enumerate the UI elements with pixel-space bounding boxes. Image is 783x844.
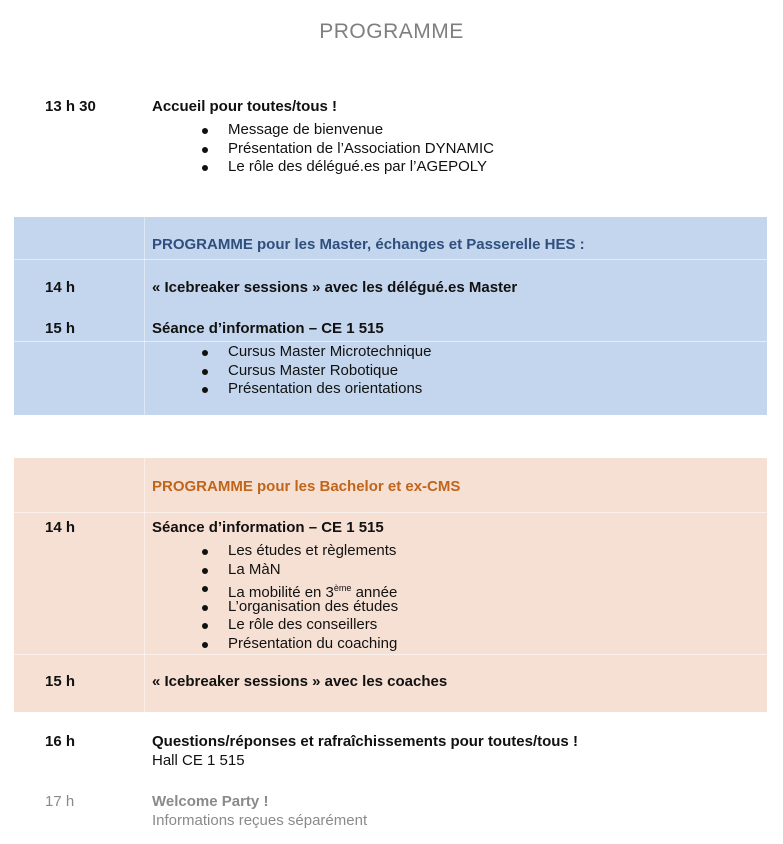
list-item: Cursus Master Microtechnique (200, 343, 431, 362)
list-item-text: année (351, 584, 398, 601)
list-item: Message de bienvenue (200, 121, 494, 140)
list-item: Présentation de l’Association DYNAMIC (200, 140, 494, 159)
list-item-text: La mobilité en 3 (228, 584, 334, 601)
list-item: Présentation du coaching (200, 635, 398, 654)
list-item: L’organisation des études (200, 598, 398, 617)
list-item: Présentation des orientations (200, 380, 431, 399)
party-heading: Welcome Party ! (152, 793, 269, 810)
intro-list (200, 121, 494, 177)
intro-heading: Accueil pour toutes/tous ! (152, 98, 338, 115)
row-divider (14, 512, 767, 513)
page-title: PROGRAMME (319, 20, 464, 43)
master-slot-time: 14 h (45, 279, 76, 296)
party-note: Informations reçues séparément (152, 812, 368, 829)
bachelor-heading: PROGRAMME pour les Bachelor et ex-CMS (152, 478, 461, 495)
master-list (200, 343, 431, 399)
closing-time: 16 h (45, 733, 76, 750)
master-slot-time: 15 h (45, 320, 76, 337)
master-slot-heading: Séance d’information – CE 1 515 (152, 320, 384, 337)
row-divider (14, 259, 767, 260)
list-item: Le rôle des conseillers (200, 616, 398, 635)
bachelor-slot-heading: Séance d’information – CE 1 515 (152, 519, 384, 536)
closing-heading: Questions/réponses et rafraîchissements pour toutes/tous ! (152, 733, 578, 750)
superscript: ème (333, 583, 352, 593)
bachelor-slot-heading: « Icebreaker sessions » avec les coaches (152, 673, 448, 690)
master-heading: PROGRAMME pour les Master, échanges et Passerelle HES : (152, 236, 585, 253)
party-time: 17 h (45, 793, 75, 810)
list-item: La MàN (200, 561, 398, 580)
column-divider (144, 217, 145, 415)
intro-time: 13 h 30 (45, 98, 96, 115)
column-divider (144, 458, 145, 712)
bachelor-slot-time: 14 h (45, 519, 76, 536)
list-item (200, 579, 398, 601)
list-item: Cursus Master Robotique (200, 362, 431, 381)
bachelor-list (200, 542, 398, 653)
closing-location: Hall CE 1 515 (152, 752, 245, 769)
bachelor-slot-time: 15 h (45, 673, 76, 690)
list-item: Le rôle des délégué.es par l’AGEPOLY (200, 158, 494, 177)
master-slot-heading: « Icebreaker sessions » avec les délégué.es Master (152, 279, 518, 296)
row-divider (14, 341, 767, 342)
list-item: Les études et règlements (200, 542, 398, 561)
row-divider (14, 654, 767, 655)
